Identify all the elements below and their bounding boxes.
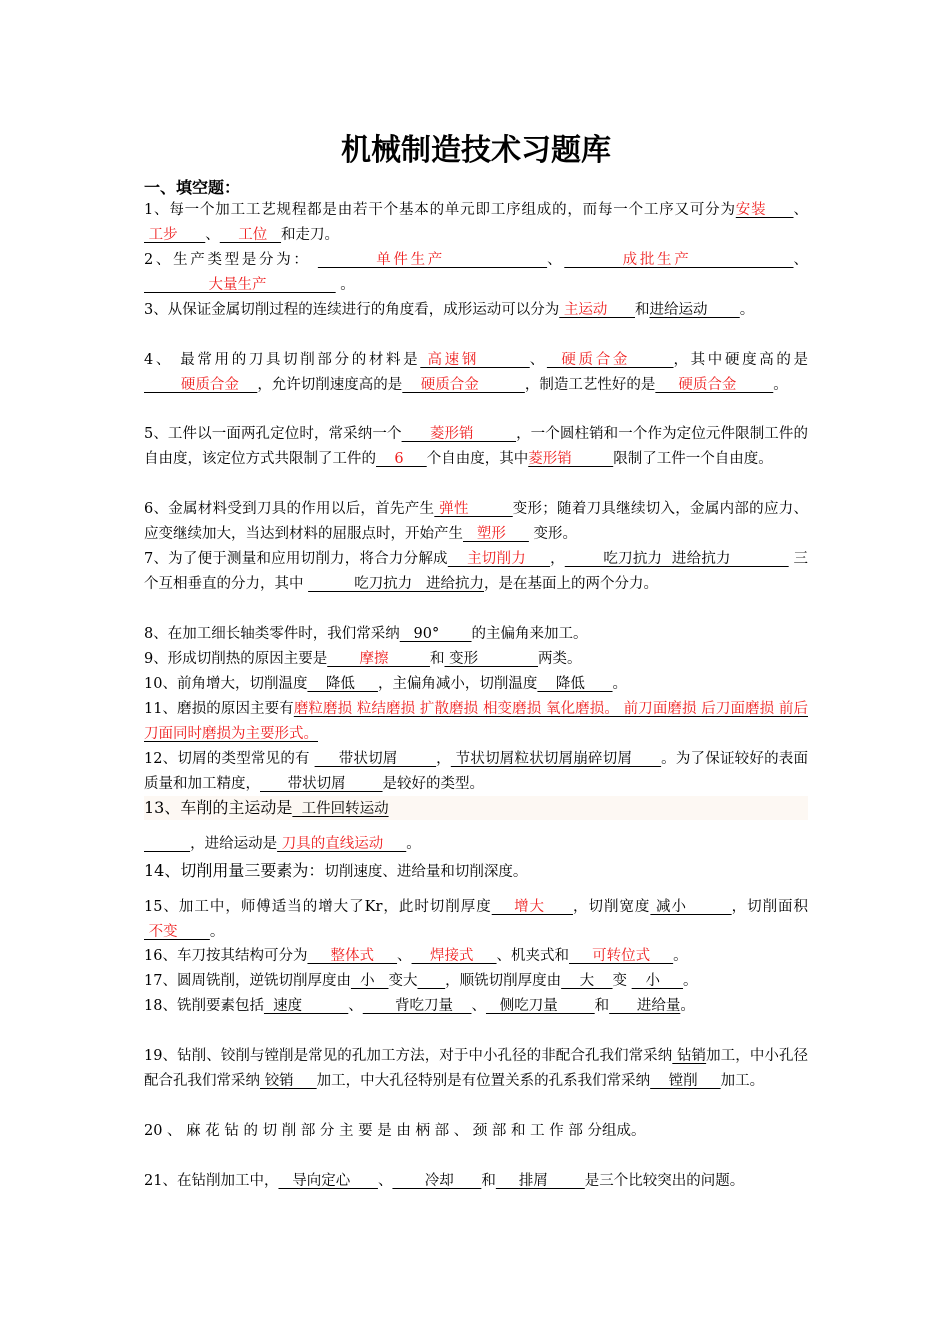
question-text: 3、从保证金属切削过程的连续进行的角度看，成形运动可以分为 [144, 302, 560, 318]
question-text: 切削速度、进给量和切削深度。 [324, 864, 528, 880]
question-text: 、机夹式和 [496, 948, 570, 964]
question-text: 和 [481, 1173, 496, 1189]
question-17 [144, 969, 808, 994]
answer-blank: 菱形销 [401, 426, 517, 442]
question-text: 14、切削用量三要素为： [144, 861, 325, 880]
question-text: 变大 [388, 973, 418, 989]
question-text: 4、 最常用的刀具切削部分的材料是 [144, 352, 421, 368]
question-3 [144, 298, 808, 323]
answer-blank: 带状切屑 [260, 775, 383, 792]
question-text: ， [550, 551, 565, 567]
question-text: ，顺铣切削厚度由 [445, 973, 562, 989]
question-6 [144, 497, 808, 547]
question-5 [144, 422, 808, 472]
question-text: 。为了保证较好的表面质量和加工精度， [144, 751, 809, 792]
section-heading: 一、填空题： [144, 178, 241, 197]
question-text: 。 [406, 836, 421, 852]
question-text: 。 [680, 998, 695, 1014]
answer-blank: 小 [350, 973, 389, 989]
answer-blank: 不变 [144, 923, 210, 940]
question-text: 两类。 [538, 651, 582, 667]
answer-blank: 节状切屑粒状切屑崩碎切屑 [450, 751, 662, 767]
answer-blank: 成批生产 [564, 252, 794, 268]
question-18 [144, 994, 808, 1019]
question-text: 、 [377, 1173, 393, 1189]
question-10 [144, 672, 808, 697]
question-text: ，其中硬度高的是 [673, 352, 809, 368]
answer-blank: 工位 [219, 226, 282, 243]
answer-blank: 焊接式 [411, 948, 497, 964]
question-2 [144, 248, 808, 298]
answer-blank: 工件回转运动 [292, 801, 389, 817]
answer-blank: 小 [631, 973, 684, 989]
question-9 [144, 647, 808, 672]
question-text: ，切削面积 [731, 899, 809, 915]
question-text: ，切削宽度 [572, 899, 651, 915]
question-text: 三个互相垂直的分力，其中 [144, 551, 808, 592]
question-text: 、 [471, 998, 486, 1014]
question-text: 。 [773, 376, 788, 393]
answer-blank: 减小 [650, 899, 732, 915]
question-text: 、 [348, 998, 363, 1014]
question-text: 19、钻削、铰削与镗削是常见的孔加工方法，对于中小孔径的非配合孔我们常采纳 [144, 1048, 673, 1064]
question-text: 。 [612, 676, 628, 692]
question-text: 、 [793, 252, 808, 268]
question-text: 加工。 [720, 1072, 765, 1089]
answer-blank [144, 836, 190, 852]
answer-blank: 大 [561, 973, 613, 989]
question-text: 7、为了便于测量和应用切削力，将合力分解成 [144, 551, 448, 567]
question-text: 变形；随着刀具继续切入，金属内部的应力、应变继续加大，当达到材料的屈服点时，开始产生 [144, 501, 808, 542]
answer-blank: 6 [376, 450, 427, 467]
answer-blank: 大量生产 [144, 276, 336, 293]
question-text: 12、切屑的类型常见的有 [144, 751, 315, 767]
question-text: 9、形成切削热的原因主要是 [144, 651, 328, 667]
answer-blank [418, 973, 446, 989]
question-21 [144, 1169, 808, 1194]
question-text: 和走刀。 [281, 226, 340, 243]
question-14 [144, 859, 808, 885]
question-8 [144, 622, 808, 647]
question-text: ，进给运动是 [190, 836, 278, 852]
answer-blank: 硬质合金 [655, 376, 774, 393]
answer-blank: 钻销 [672, 1048, 707, 1064]
question-4 [144, 348, 808, 398]
question-text: ，一个圆柱销和一个作为定位元件限制工件的自由度，该定位方式共限制了工件的 [144, 426, 809, 467]
question-text: 加工，中小孔径配合孔我们常采纳 [144, 1048, 809, 1089]
answer-blank: 增大 [491, 899, 573, 915]
answer-blank: 主切削力 [447, 551, 551, 567]
answer-blank: 主运动 [559, 302, 635, 318]
question-text: 变 [612, 973, 632, 989]
answer-blank: 摩擦 [327, 651, 430, 667]
answer-blank: 硬质合金 [402, 376, 525, 393]
answer-blank: 变形 [444, 651, 539, 667]
question-15 [144, 895, 808, 945]
answer-blank: 菱形销 [528, 450, 614, 467]
answer-blank: 铰销 [260, 1072, 317, 1089]
answer-blank: 导向定心 [278, 1173, 378, 1189]
question-text: 16、车刀按其结构可分为 [144, 948, 308, 964]
question-text: 和 [635, 302, 650, 318]
question-text: ，主偏角减小，切削温度 [377, 676, 538, 692]
question-7 [144, 547, 808, 597]
question-text: 13、车削的主运动是 [144, 798, 293, 817]
question-11 [144, 697, 808, 747]
question-text: 是较好的类型。 [382, 775, 485, 792]
question-text: 、 [397, 948, 412, 964]
answer-blank: 可转位式 [569, 948, 674, 964]
question-text: 、 [547, 252, 565, 268]
answer-blank: 整体式 [307, 948, 398, 964]
answer-blank: 进给运动 [649, 302, 740, 318]
answer-blank: 冷却 [392, 1173, 482, 1189]
question-text: 。 [335, 276, 355, 293]
page-title: 机械制造技术习题库 [341, 133, 611, 168]
answer-blank: 降低 [307, 676, 378, 692]
question-text: 。 [209, 923, 225, 940]
answer-blank: 硬质合金 [144, 376, 258, 393]
question-text: 。 [739, 302, 755, 318]
answer-blank: 速度 [263, 998, 349, 1014]
question-text: ，是在基面上的两个分力。 [484, 575, 659, 592]
question-text: 17、圆周铣削，逆铣切削厚度由 [144, 973, 351, 989]
question-text: 15、加工中，师傅适当的增大了Kr，此时切削厚度 [144, 899, 492, 915]
answer-blank: 镗削 [650, 1072, 721, 1089]
question-text: 6、金属材料受到刀具的作用以后，首先产生 [144, 501, 435, 517]
question-12 [144, 747, 808, 797]
answer-blank: 排屑 [495, 1173, 585, 1189]
answer-blank: 高速钢 [420, 352, 530, 368]
question-19 [144, 1044, 808, 1094]
answer-blank: 安装 [735, 202, 794, 218]
question-16 [144, 944, 808, 969]
question-text: 2、生产类型是分为： [144, 252, 318, 268]
question-text: 18、铣削要素包括 [144, 998, 264, 1014]
question-text: 加工，中大孔径特别是有位置关系的孔系我们常采纳 [316, 1072, 651, 1089]
answer-blank: 降低 [537, 676, 613, 692]
answer-blank: 吃刀抗力 进给抗力 [308, 575, 485, 592]
answer-blank: 弹性 [434, 501, 513, 517]
question-text: 20 、 麻 花 钻 的 切 削 部 分 主 要 是 由 柄 部 、 颈 部 和 工 作 部 分组成。 [144, 1123, 646, 1139]
question-text: 5、工件以一面两孔定位时，常采纳一个 [144, 426, 402, 442]
question-13-line-1 [144, 796, 808, 820]
question-text: 21、在钻削加工中， [144, 1173, 279, 1189]
question-13-line-2 [144, 832, 808, 857]
question-text: ，制造工艺性好的是 [524, 376, 656, 393]
answer-blank: 带状切屑 [314, 751, 437, 767]
question-text: 的主偏角来加工。 [471, 626, 588, 642]
question-text: 。 [673, 948, 688, 964]
question-text: 和 [594, 998, 610, 1014]
answer-blank: 进给量 [609, 998, 681, 1014]
question-text: 、 [205, 226, 220, 243]
question-20 [144, 1119, 808, 1144]
answer-blank: 单件生产 [317, 252, 548, 268]
question-text: 、 [793, 202, 808, 218]
question-text: 限制了工件一个自由度。 [613, 450, 773, 467]
answer-blank: 吃刀抗力 进给抗力 [564, 551, 789, 567]
question-text: 1、每一个加工工艺规程都是由若干个基本的单元即工序组成的，而每一个工序又可分为 [144, 202, 736, 218]
answer-blank: 磨粒磨损 粒结磨损 扩散磨损 相变磨损 氧化磨损。 前刀面磨损 后刀面磨损 前后刀面同时磨损为主要形式。 [144, 701, 808, 742]
question-text: 变形。 [528, 525, 577, 542]
answer-blank: 刀具的直线运动 [277, 836, 407, 852]
question-text: 8、在加工细长轴类零件时，我们常采纳 [144, 626, 400, 642]
question-text: 、 [529, 352, 547, 368]
question-text: 。 [683, 973, 698, 989]
question-text: 是三个比较突出的问题。 [584, 1173, 745, 1189]
question-text: 11、磨损的原因主要有 [144, 701, 294, 717]
answer-blank: 侧吃刀量 [485, 998, 595, 1014]
answer-blank: 硬质合金 [546, 352, 674, 368]
question-text: 个自由度，其中 [426, 450, 529, 467]
answer-blank: 工步 [144, 226, 206, 243]
answer-blank: 塑形 [463, 525, 529, 542]
answer-blank: 90° [399, 626, 472, 642]
question-text: ， [436, 751, 451, 767]
question-text: 10、前角增大，切削温度 [144, 676, 308, 692]
question-1 [144, 198, 808, 248]
answer-blank: 背吃刀量 [362, 998, 472, 1014]
question-text: ，允许切削速度高的是 [257, 376, 403, 393]
question-text: 和 [429, 651, 445, 667]
